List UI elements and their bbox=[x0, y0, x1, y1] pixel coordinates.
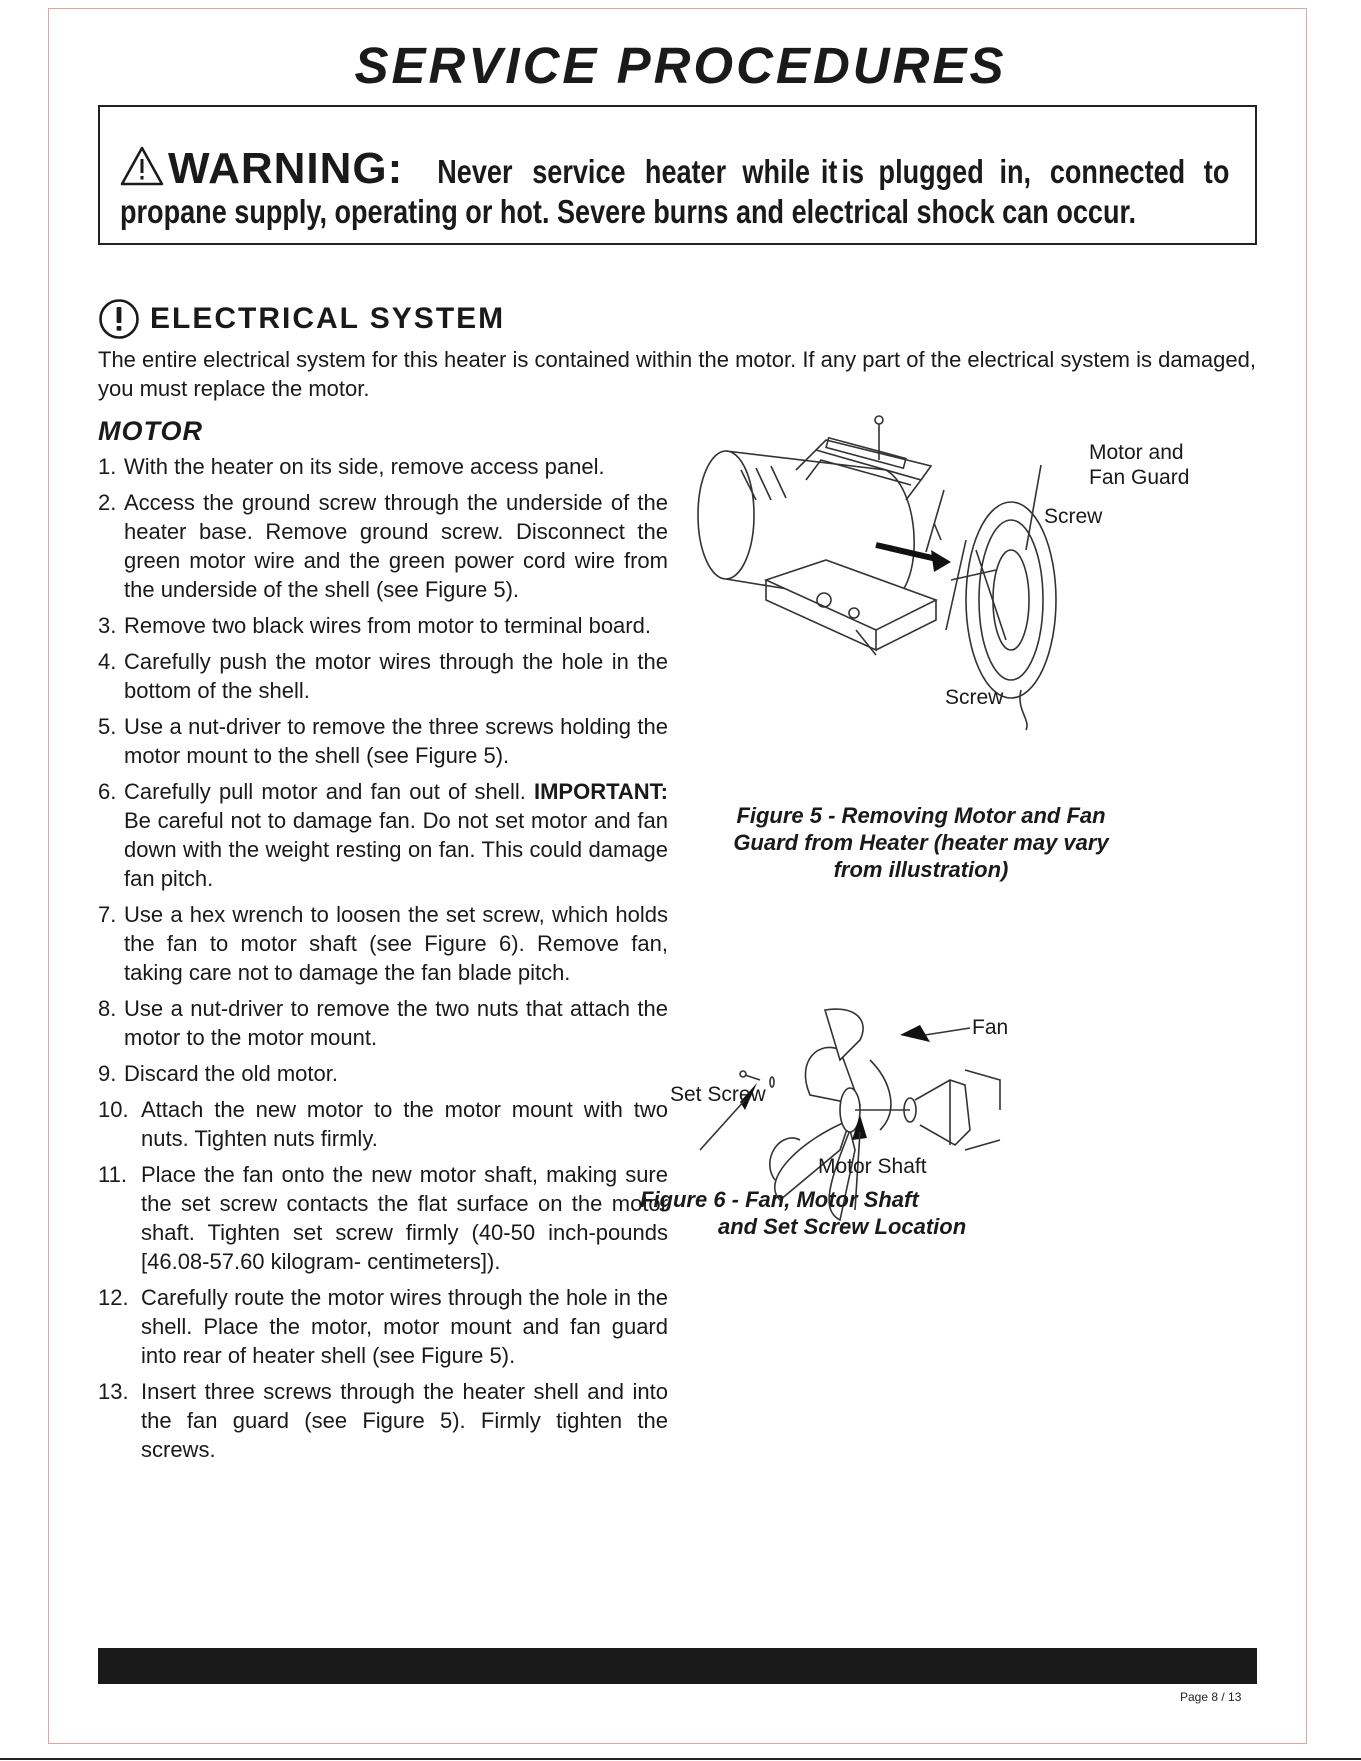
step-text: Use a hex wrench to loosen the set screw, which holds the fan to motor shaft (see Figure 6). Remove fan, taking care not to damage the fan blade pitch. bbox=[124, 902, 668, 985]
motor-step bbox=[98, 1059, 668, 1088]
step-text: Carefully push the motor wires through the hole in the bottom of the shell. bbox=[124, 649, 668, 703]
motor-step bbox=[98, 1160, 668, 1276]
exclamation-circle-icon bbox=[98, 298, 140, 340]
warning-word: to bbox=[1203, 153, 1230, 190]
step-text: Carefully route the motor wires through the hole in the shell. Place the motor, motor mount and fan guard into rear of heater shell (see Figure 5). bbox=[141, 1285, 668, 1368]
warning-text-line-2: propane supply, operating or hot. Severe burns and electrical shock can occur. bbox=[120, 193, 1137, 230]
motor-step bbox=[98, 777, 668, 893]
figure-5-caption-line-1: Figure 5 - Removing Motor and Fan bbox=[736, 803, 1106, 828]
warning-word: heater bbox=[644, 153, 727, 190]
step-text: Use a nut-driver to remove the three screws holding the motor mount to the shell (see Figure 5). bbox=[124, 714, 668, 768]
step-text: Attach the new motor to the motor mount with two nuts. Tighten nuts firmly. bbox=[141, 1097, 668, 1151]
warning-word: Never bbox=[437, 153, 513, 190]
step-number: 9. bbox=[98, 1061, 117, 1086]
motor-step bbox=[98, 1095, 668, 1153]
figure-6-caption-line-2: and Set Screw Location bbox=[718, 1214, 967, 1239]
figure-5-label-motor-guard-1: Motor and bbox=[1089, 441, 1184, 464]
page-number: Page 8 / 13 bbox=[1180, 1690, 1242, 1704]
page-bottom-rule bbox=[0, 1758, 1361, 1760]
motor-step bbox=[98, 900, 668, 987]
step-number: 7. bbox=[98, 902, 117, 927]
warning-word: while bbox=[742, 153, 811, 190]
step-text: Use a nut-driver to remove the two nuts that attach the motor to the motor mount. bbox=[124, 996, 668, 1050]
step-number: 8. bbox=[98, 996, 117, 1021]
figure-5-label-motor-guard-2: Fan Guard bbox=[1089, 466, 1190, 489]
motor-step bbox=[98, 647, 668, 705]
step-number: 13. bbox=[98, 1379, 129, 1404]
section-intro: The entire electrical system for this heater is contained within the motor. If any part of the electrical system is damaged, you must replace the motor. bbox=[98, 347, 1256, 401]
step-number: 1. bbox=[98, 454, 117, 479]
warning-label: WARNING: bbox=[168, 144, 404, 193]
step-number: 12. bbox=[98, 1285, 129, 1310]
section-title: ELECTRICAL SYSTEM bbox=[150, 302, 506, 335]
step-number: 2. bbox=[98, 490, 117, 515]
step-text: Place the fan onto the new motor shaft, making sure the set screw contacts the flat surface on the motor shaft. Tighten set screw firmly (40-50 inch-pounds [46.08-57.60 kilogram- centimeters]). bbox=[141, 1162, 668, 1274]
motor-step bbox=[98, 1377, 668, 1464]
step-number: 5. bbox=[98, 714, 117, 739]
section-heading bbox=[98, 298, 505, 340]
figure-6 bbox=[640, 1016, 1180, 1320]
warning-word: it bbox=[820, 153, 837, 190]
motor-step bbox=[98, 488, 668, 604]
step-text: Access the ground screw through the underside of the heater base. Remove ground screw. Disconnect the green motor wire and the green power cord wire from the underside of the shell (see Figure 5). bbox=[124, 490, 668, 602]
figure-5-caption-line-3: from illustration) bbox=[833, 857, 1009, 882]
warning-word: in, bbox=[999, 153, 1032, 190]
figure-6-caption-line-1: Figure 6 - Fan, Motor Shaft bbox=[640, 1187, 919, 1212]
motor-steps-list bbox=[98, 452, 668, 1471]
important-label: IMPORTANT: bbox=[533, 779, 668, 804]
warning-heading bbox=[120, 143, 403, 194]
page-title: SERVICE PROCEDURES bbox=[354, 37, 1007, 94]
figure-5-label-screw-top: Screw bbox=[1044, 505, 1103, 528]
motor-step bbox=[98, 994, 668, 1052]
warning-box bbox=[98, 105, 1257, 245]
step-text: Discard the old motor. bbox=[124, 1061, 338, 1086]
step-text-part: Carefully pull motor and fan out of shell. bbox=[124, 779, 534, 804]
warning-line-1 bbox=[120, 143, 1232, 193]
step-number: 11. bbox=[98, 1162, 127, 1187]
figure-5 bbox=[676, 430, 1236, 882]
figure-6-illustration bbox=[700, 1020, 1180, 1320]
motor-step bbox=[98, 712, 668, 770]
figure-5-caption bbox=[711, 802, 1131, 883]
warning-word: is bbox=[841, 153, 865, 190]
step-text: Insert three screws through the heater shell and into the fan guard (see Figure 5). Firmly tighten the screws. bbox=[141, 1379, 668, 1462]
motor-step bbox=[98, 452, 668, 481]
warning-text-line-1 bbox=[429, 153, 1232, 191]
step-text bbox=[124, 777, 668, 893]
warning-word: service bbox=[531, 153, 626, 190]
step-number: 6. bbox=[98, 779, 117, 804]
figure-5-label-screw-bottom: Screw bbox=[945, 686, 1004, 709]
warning-word: plugged bbox=[878, 153, 985, 190]
step-text-part: Be careful not to damage fan. Do not set motor and fan down with the weight resting on fan. This could damage fan pitch. bbox=[124, 808, 668, 891]
warning-word: connected bbox=[1050, 153, 1186, 190]
figure-6-label-motor-shaft: Motor Shaft bbox=[818, 1155, 927, 1178]
step-number: 4. bbox=[98, 649, 117, 674]
motor-heading: MOTOR bbox=[98, 416, 203, 446]
figure-6-label-fan: Fan bbox=[972, 1016, 1009, 1039]
motor-step bbox=[98, 1283, 668, 1370]
step-number: 3. bbox=[98, 613, 117, 638]
step-number: 10. bbox=[98, 1097, 129, 1122]
figure-6-label-set-screw: Set Screw bbox=[670, 1083, 766, 1106]
figure-6-caption bbox=[640, 1186, 1000, 1240]
warning-triangle-icon bbox=[120, 146, 164, 186]
footer-bar bbox=[98, 1648, 1257, 1684]
step-text: Remove two black wires from motor to terminal board. bbox=[124, 613, 651, 638]
motor-step bbox=[98, 611, 668, 640]
figure-5-caption-line-2: Guard from Heater (heater may vary bbox=[733, 830, 1109, 855]
step-text: With the heater on its side, remove access panel. bbox=[124, 454, 605, 479]
